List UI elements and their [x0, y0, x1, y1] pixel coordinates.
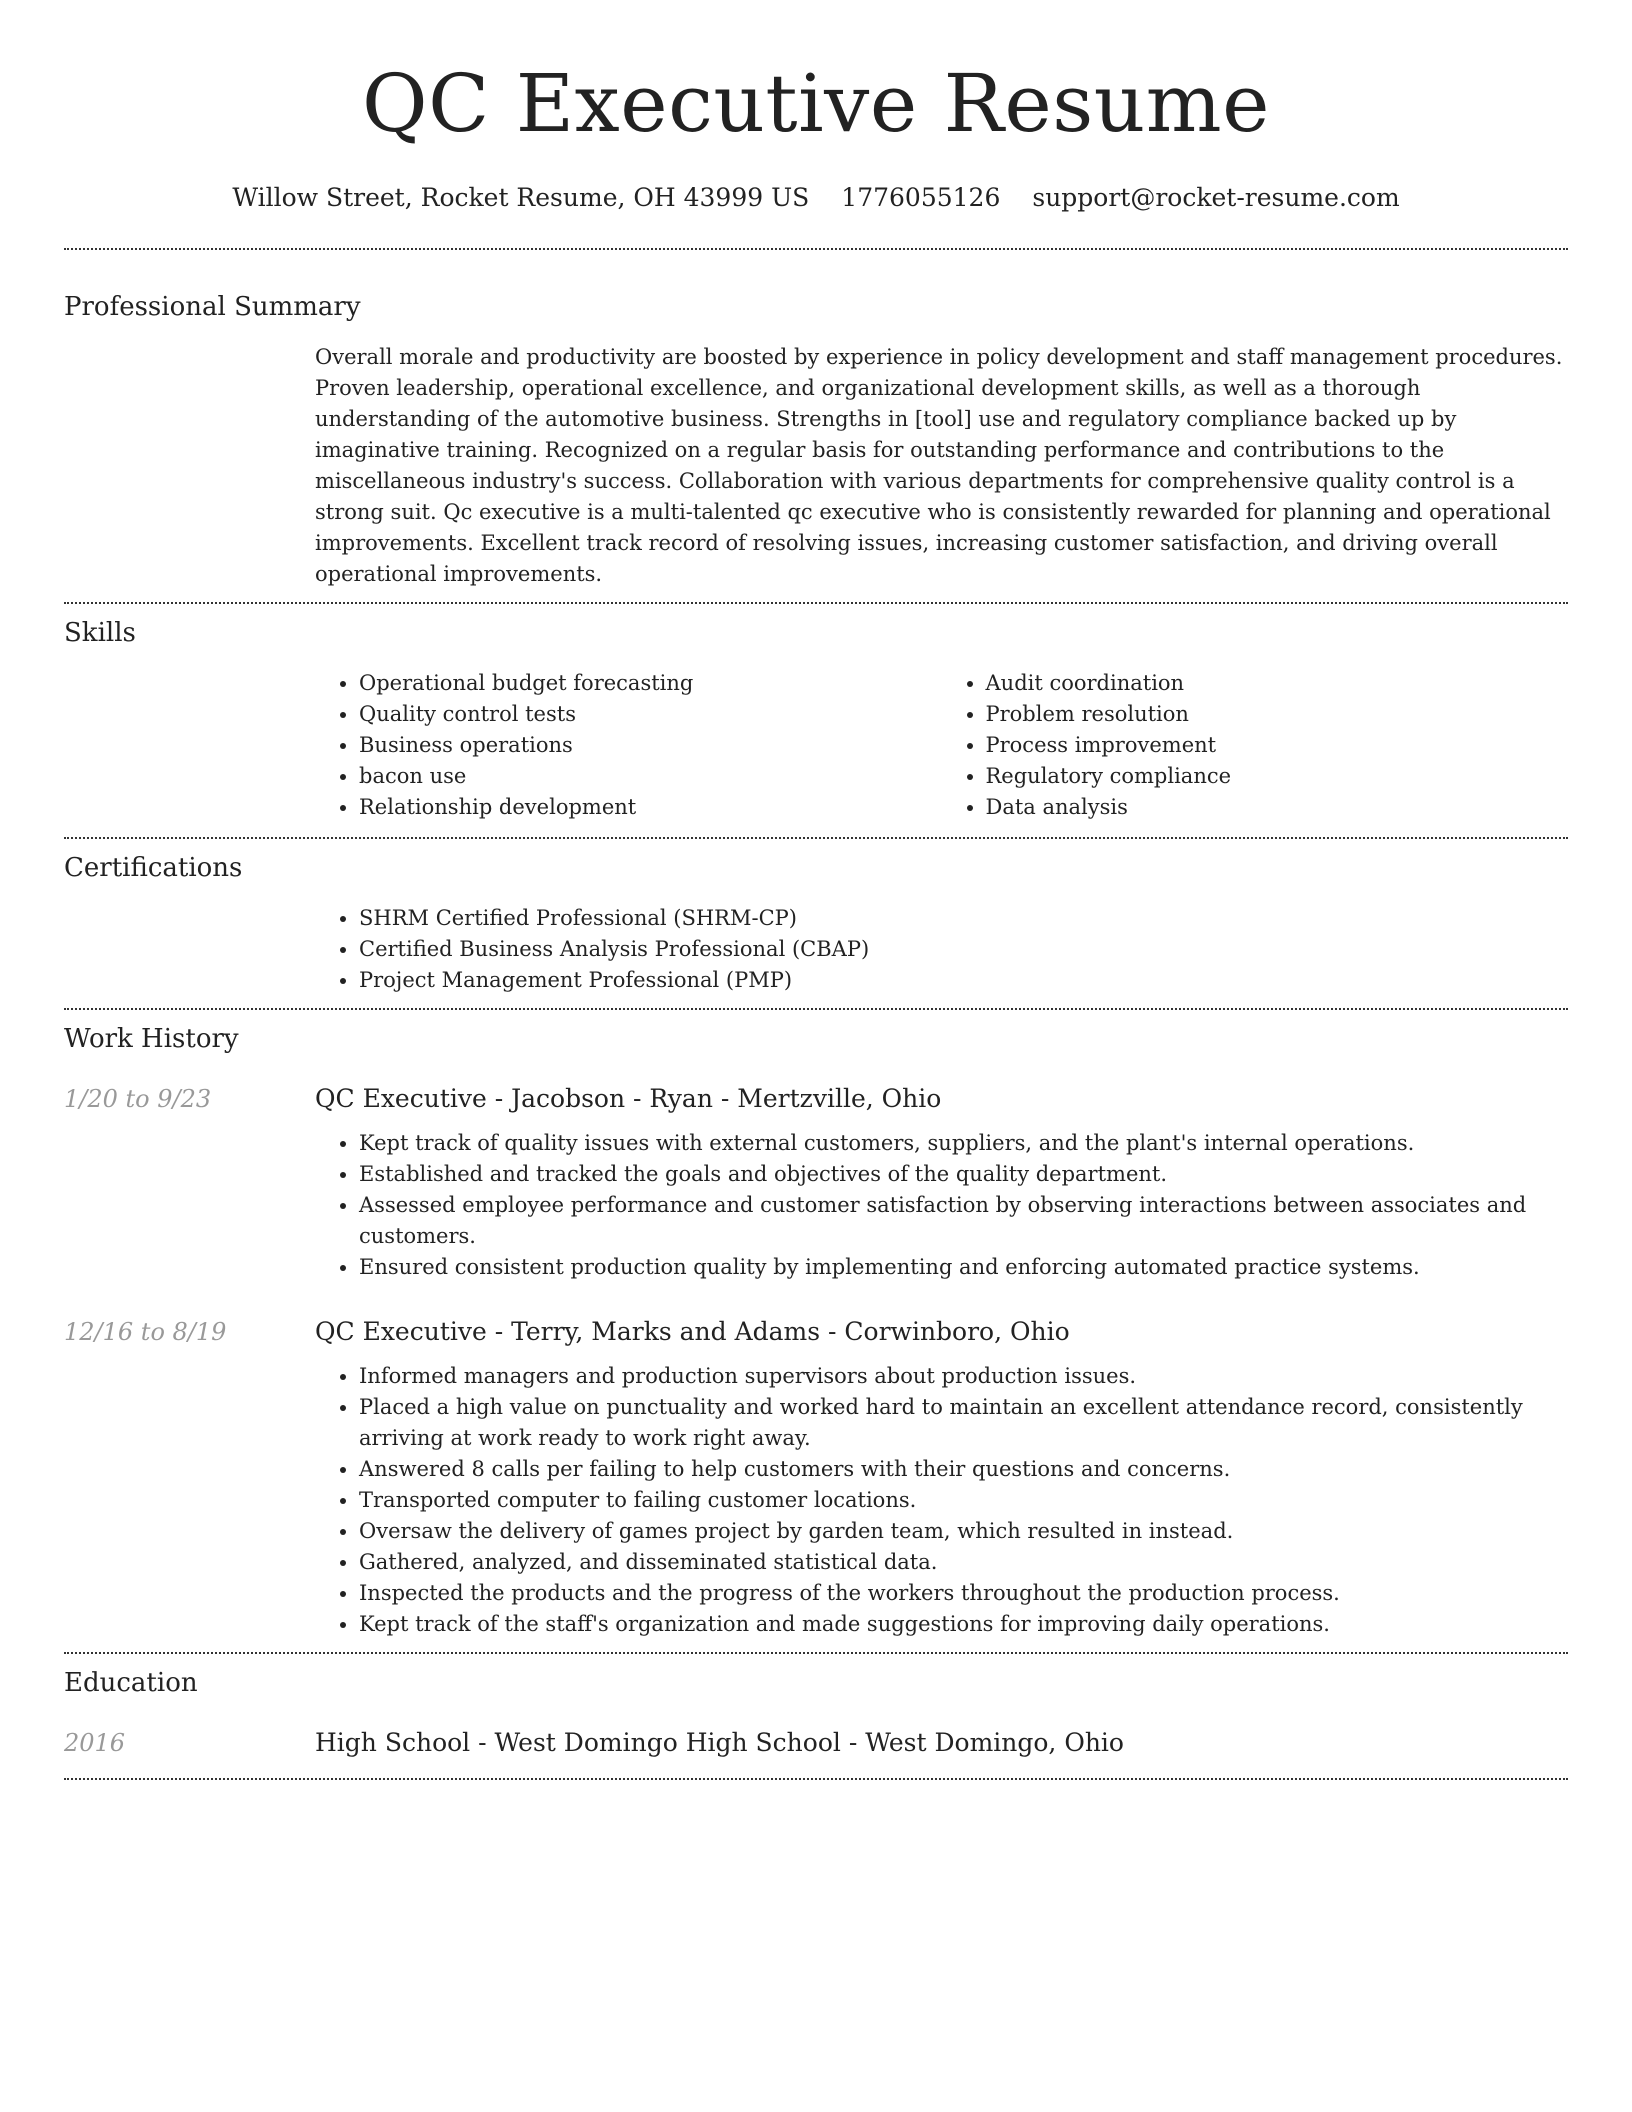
certification-item: • Project Management Professional (PMP)	[359, 965, 1568, 996]
summary-text: Overall morale and productivity are boosted by experience in policy development and staff management procedures. Proven leadership, operational excellence, and organizational development skills, as well as a thorough understanding of the automotive business. Strengths in [tool] use and regulatory compliance backed up by imaginative training. Recognized on a regular basis for outstanding performance and contributions to the miscellaneous industry's success. Collaboration with various departments for comprehensive quality control is a strong suit. Qc executive is a multi-talented qc executive who is consistently rewarded for planning and operational improvements. Excellent track record of resolving issues, increasing customer satisfaction, and driving overall operational improvements.	[315, 345, 1563, 586]
skill-item: • Audit coordination	[986, 668, 1569, 699]
skill-item: • Relationship development	[359, 792, 942, 823]
job-bullet: • Ensured consistent production quality by implementing and enforcing automated practice systems.	[359, 1252, 1568, 1283]
skill-item: • Business operations	[359, 730, 942, 761]
job-body	[315, 1315, 1568, 1640]
section-divider	[64, 1778, 1568, 1780]
job-bullet: • Established and tracked the goals and objectives of the quality department.	[359, 1159, 1568, 1190]
job-bullet: • Assessed employee performance and customer satisfaction by observing interactions between associates and customers.	[359, 1190, 1568, 1252]
job-title: QC Executive - Jacobson - Ryan - Mertzville, Ohio	[315, 1084, 942, 1113]
job-bullet: • Inspected the products and the progress of the workers throughout the production process.	[359, 1578, 1568, 1609]
skill-item: • Quality control tests	[359, 699, 942, 730]
skill-item: • Data analysis	[986, 792, 1569, 823]
job-bullet: • Oversaw the delivery of games project by garden team, which resulted in instead.	[359, 1516, 1568, 1547]
job-bullet: • Kept track of quality issues with external customers, suppliers, and the plant's internal operations.	[359, 1128, 1568, 1159]
contact-address: Willow Street, Rocket Resume, OH 43999 US	[232, 183, 810, 212]
skill-item: • bacon use	[359, 761, 942, 792]
skills-section	[64, 604, 1568, 823]
job-bullet: • Transported computer to failing customer locations.	[359, 1485, 1568, 1516]
certifications-section	[64, 839, 1568, 996]
job-title: QC Executive - Terry, Marks and Adams - Corwinboro, Ohio	[315, 1317, 1070, 1346]
job-bullet: • Gathered, analyzed, and disseminated statistical data.	[359, 1547, 1568, 1578]
skill-item: • Problem resolution	[986, 699, 1569, 730]
job-bullet: • Kept track of the staff's organization and made suggestions for improving daily operations.	[359, 1609, 1568, 1640]
skills-columns	[315, 668, 1568, 823]
education-title: High School - West Domingo High School - West Domingo, Ohio	[315, 1728, 1124, 1757]
education-heading: Education	[64, 1668, 198, 1698]
job-bullets	[315, 1128, 1568, 1283]
job-bullet: • Answered 8 calls per failing to help customers with their questions and concerns.	[359, 1454, 1568, 1485]
job-entry	[64, 1315, 1568, 1640]
certification-item: • SHRM Certified Professional (SHRM-CP)	[359, 903, 1568, 934]
certification-item: • Certified Business Analysis Professional (CBAP)	[359, 934, 1568, 965]
certifications-list-wrap	[315, 903, 1568, 996]
certifications-list	[315, 903, 1568, 996]
skills-list-left	[315, 668, 942, 823]
job-body	[315, 1082, 1568, 1283]
job-entry	[64, 1082, 1568, 1283]
skills-heading: Skills	[64, 618, 136, 648]
job-bullet: • Placed a high value on punctuality and worked hard to maintain an excellent attendance record, consistently arriving at work ready to work right away.	[359, 1392, 1568, 1454]
skill-item: • Process improvement	[986, 730, 1569, 761]
certifications-heading: Certifications	[64, 853, 243, 883]
skill-item: • Regulatory compliance	[986, 761, 1569, 792]
education-section	[64, 1654, 1568, 1760]
job-dates: 1/20 to 9/23	[64, 1085, 212, 1113]
contact-line	[64, 182, 1568, 214]
summary-heading: Professional Summary	[64, 292, 361, 322]
work-history-heading: Work History	[64, 1024, 239, 1054]
contact-phone: 1776055126	[841, 183, 1001, 212]
education-body	[315, 1726, 1568, 1760]
job-dates: 12/16 to 8/19	[64, 1318, 227, 1346]
job-bullets	[315, 1361, 1568, 1640]
skills-list-right	[942, 668, 1569, 823]
education-entry	[64, 1726, 1568, 1760]
education-year: 2016	[64, 1729, 126, 1757]
job-bullet: • Informed managers and production supervisors about production issues.	[359, 1361, 1568, 1392]
contact-email: support@rocket-resume.com	[1032, 183, 1400, 212]
summary-section	[64, 250, 1568, 590]
work-history-section	[64, 1010, 1568, 1640]
resume-title: QC Executive Resume	[362, 57, 1270, 150]
skill-item: • Operational budget forecasting	[359, 668, 942, 699]
